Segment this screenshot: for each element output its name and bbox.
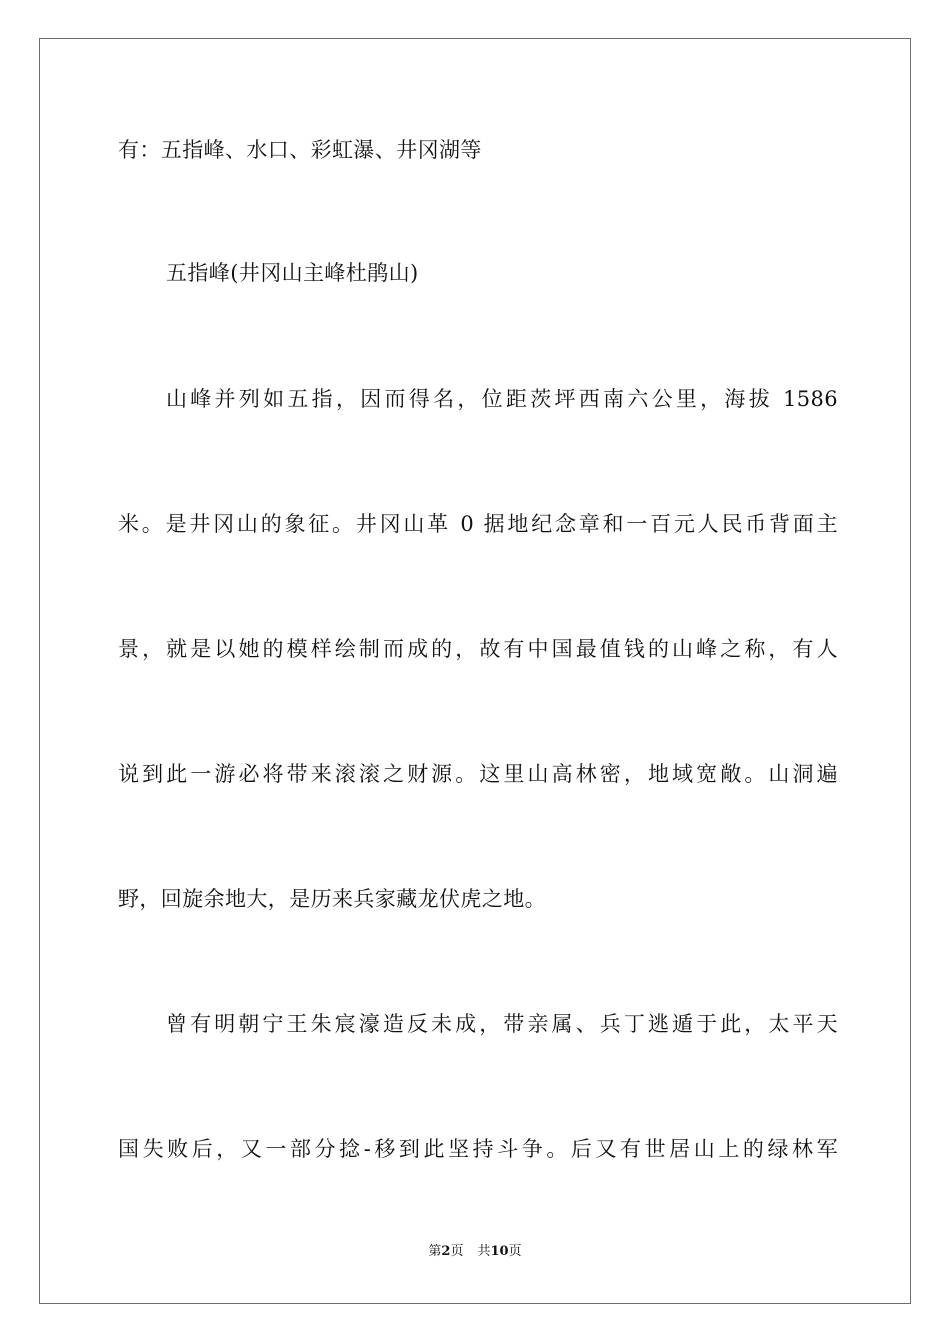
text-line-7: 野，回旋余地大，是历来兵家藏龙伏虎之地。 [118,887,546,911]
page-number: 2 [441,1244,451,1259]
text-line-6: 说到此一游必将带来滚滚之财源。这里山高林密，地域宽敞。山洞遍 [118,762,838,786]
page-label-prefix: 第 [428,1244,442,1259]
page-label-suffix: 页 [450,1244,464,1259]
total-label-prefix: 共 [477,1244,491,1259]
text-line-3: 山峰并列如五指，因而得名，位距茨坪西南六公里，海拔 1586 [166,387,838,411]
text-line-4: 米。是井冈山的象征。井冈山革 0 据地纪念章和一百元人民币背面主 [118,512,838,536]
text-line-9: 国失败后，又一部分捻-移到此坚持斗争。后又有世居山上的绿林军 [118,1137,838,1161]
text-line-1: 有：五指峰、水口、彩虹瀑、井冈湖等 [118,138,482,162]
text-line-5: 景，就是以她的模样绘制而成的，故有中国最值钱的山峰之称，有人 [118,637,838,661]
section-heading-wuzhifeng: 五指峰(井冈山主峰杜鹃山) [166,261,419,285]
page-border [39,38,911,1304]
total-pages: 10 [490,1244,509,1259]
total-label-suffix: 页 [508,1244,522,1259]
text-line-8: 曾有明朝宁王朱宸濠造反未成，带亲属、兵丁逃遁于此，太平天 [166,1012,838,1036]
page-footer [0,1243,950,1261]
